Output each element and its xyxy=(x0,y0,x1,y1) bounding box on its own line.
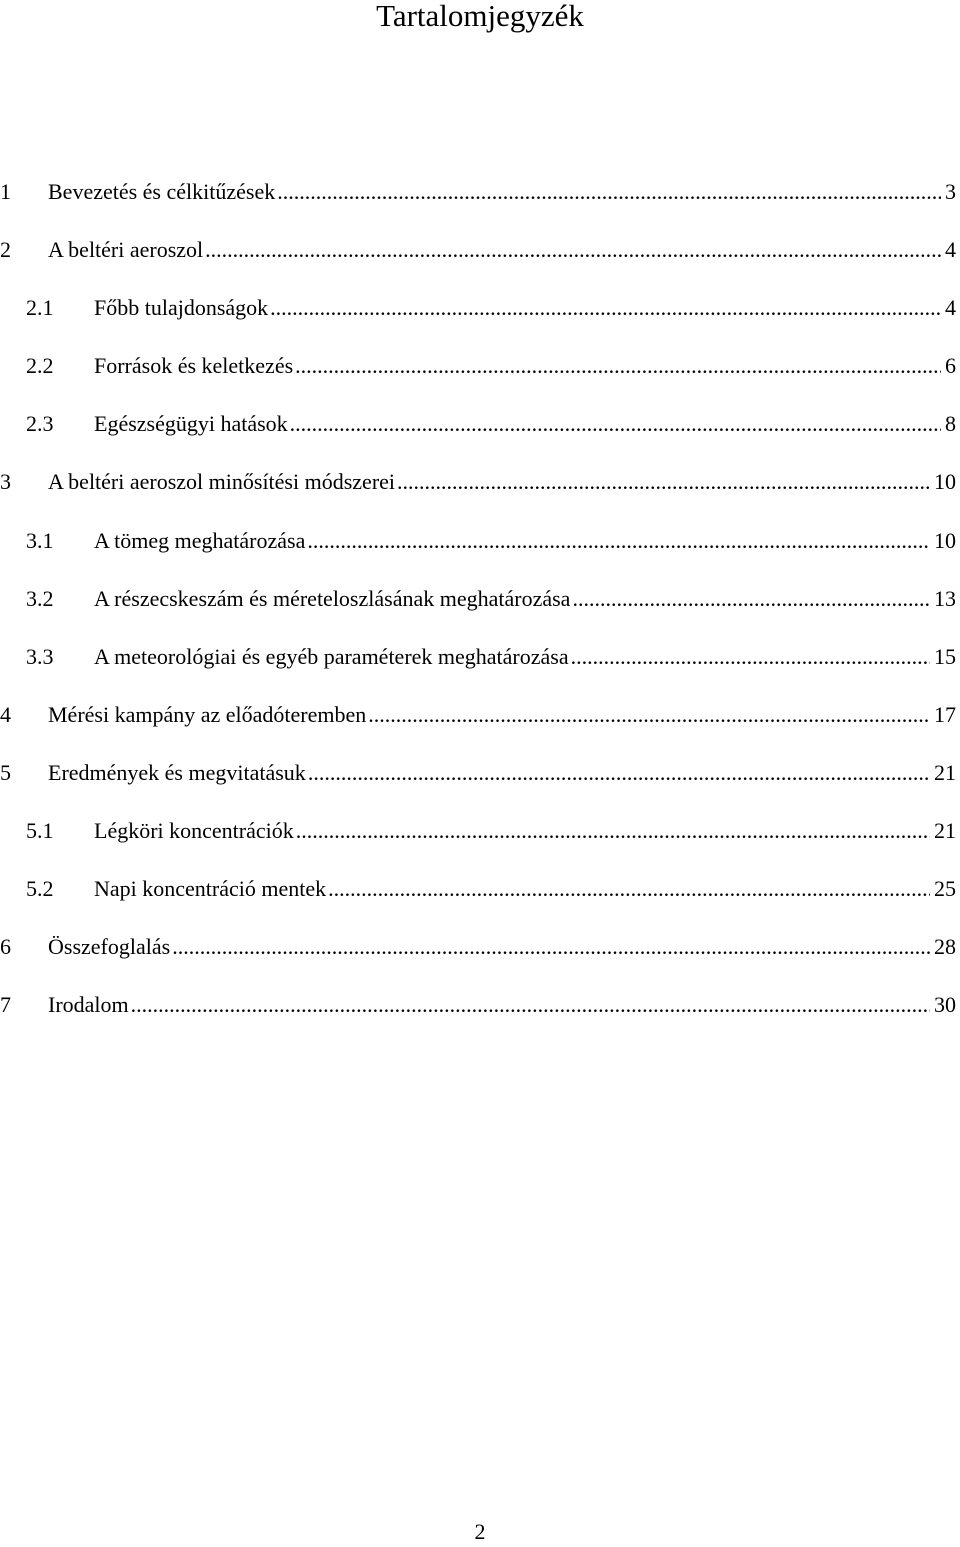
toc-entry-line xyxy=(48,230,956,270)
toc-entry-line xyxy=(48,985,956,1025)
toc-entry-line xyxy=(48,753,956,793)
toc-entry-number: 5 xyxy=(0,759,11,785)
toc-entry-page: 10 xyxy=(934,469,956,495)
toc-entry-line xyxy=(94,637,956,677)
toc-entry-number: 4 xyxy=(0,701,11,727)
toc-entry-line xyxy=(94,346,956,386)
toc-entry-number: 1 xyxy=(0,179,11,204)
page-number: 2 xyxy=(474,1519,486,1544)
toc-entry-number: 3.3 xyxy=(26,643,54,669)
toc-dot-leader xyxy=(277,172,941,212)
toc-entry[interactable] xyxy=(0,637,960,695)
toc-dot-leader xyxy=(290,404,941,444)
toc-entry[interactable] xyxy=(0,230,960,288)
toc-entry[interactable] xyxy=(0,985,960,1043)
toc-entry[interactable] xyxy=(0,521,960,579)
toc-entry[interactable] xyxy=(0,346,960,404)
toc-entry-page: 28 xyxy=(934,934,956,960)
toc-entry-number: 2.1 xyxy=(26,295,54,321)
toc-entry[interactable] xyxy=(0,462,960,520)
toc-entry-title[interactable]: Napi koncentráció mentek xyxy=(94,876,327,902)
toc-entry-page: 13 xyxy=(934,585,956,611)
toc-entry-line xyxy=(94,521,956,561)
toc-dot-leader xyxy=(270,288,941,328)
toc-dot-leader xyxy=(571,637,930,677)
toc-dot-leader xyxy=(572,579,930,619)
toc-entry-page: 4 xyxy=(945,295,956,321)
toc-entry-number: 5.1 xyxy=(26,818,54,844)
toc-entry-title[interactable]: Mérési kampány az előadóteremben xyxy=(48,701,367,727)
toc-entry[interactable] xyxy=(0,288,960,346)
toc-entry-title[interactable]: Források és keletkezés xyxy=(94,353,294,379)
toc-entry-page: 10 xyxy=(934,527,956,553)
toc-entry-title[interactable]: A meteorológiai és egyéb paraméterek meghatározása xyxy=(94,643,569,669)
toc-entry[interactable] xyxy=(0,695,960,753)
toc-dot-leader xyxy=(307,521,930,561)
toc-dot-leader xyxy=(368,695,930,735)
toc-entry[interactable] xyxy=(0,172,960,230)
toc-dot-leader xyxy=(397,462,930,502)
toc-entry-number: 5.2 xyxy=(26,876,54,902)
table-of-contents xyxy=(0,172,960,1043)
toc-dot-leader xyxy=(328,869,930,909)
toc-entry-line xyxy=(94,811,956,851)
toc-entry-title[interactable]: Főbb tulajdonságok xyxy=(94,295,269,321)
toc-entry-title[interactable]: A beltéri aeroszol minősítési módszerei xyxy=(48,469,396,495)
toc-entry-title[interactable]: A beltéri aeroszol xyxy=(48,237,204,263)
toc-entry-title[interactable]: Bevezetés és célkitűzések xyxy=(48,179,276,204)
toc-entry[interactable] xyxy=(0,579,960,637)
toc-entry-page: 8 xyxy=(945,411,956,437)
toc-entry-line xyxy=(48,172,956,212)
toc-entry-title[interactable]: Összefoglalás xyxy=(48,934,171,960)
toc-entry-line xyxy=(94,579,956,619)
toc-entry[interactable] xyxy=(0,927,960,985)
toc-dot-leader xyxy=(131,985,930,1025)
toc-entry-number: 7 xyxy=(0,992,11,1018)
toc-entry-line xyxy=(48,927,956,967)
toc-entry-page: 6 xyxy=(945,353,956,379)
toc-entry-title[interactable]: A tömeg meghatározása xyxy=(94,527,306,553)
toc-entry[interactable] xyxy=(0,753,960,811)
toc-entry-line xyxy=(48,695,956,735)
toc-entry-title[interactable]: Légköri koncentrációk xyxy=(94,818,294,844)
toc-title: Tartalomjegyzék xyxy=(376,0,584,33)
toc-entry-number: 2.3 xyxy=(26,411,54,437)
toc-entry[interactable] xyxy=(0,811,960,869)
toc-entry-number: 3.1 xyxy=(26,527,54,553)
toc-entry-title[interactable]: Egészségügyi hatások xyxy=(94,411,288,437)
toc-entry-number: 6 xyxy=(0,934,11,960)
toc-entry[interactable] xyxy=(0,404,960,462)
toc-entry-page: 21 xyxy=(934,759,956,785)
toc-entry-page: 3 xyxy=(945,179,956,204)
toc-entry-title[interactable]: Irodalom xyxy=(48,992,129,1018)
toc-dot-leader xyxy=(296,811,930,851)
toc-entry-number: 3.2 xyxy=(26,585,54,611)
toc-entry-line xyxy=(48,462,956,502)
toc-entry-line xyxy=(94,288,956,328)
toc-dot-leader xyxy=(172,927,930,967)
toc-entry-page: 30 xyxy=(934,992,956,1018)
toc-entry-number: 2 xyxy=(0,237,11,263)
toc-entry-number: 2.2 xyxy=(26,353,54,379)
toc-entry-number: 3 xyxy=(0,469,11,495)
toc-entry[interactable] xyxy=(0,869,960,927)
toc-entry-line xyxy=(94,869,956,909)
toc-entry-page: 17 xyxy=(934,701,956,727)
toc-entry-line xyxy=(94,404,956,444)
toc-entry-page: 25 xyxy=(934,876,956,902)
toc-entry-page: 4 xyxy=(945,237,956,263)
toc-entry-page: 21 xyxy=(934,818,956,844)
toc-entry-title[interactable]: Eredmények és megvitatásuk xyxy=(48,759,306,785)
toc-dot-leader xyxy=(205,230,941,270)
toc-dot-leader xyxy=(295,346,941,386)
toc-entry-title[interactable]: A részecskeszám és méreteloszlásának meghatározása xyxy=(94,585,571,611)
toc-dot-leader xyxy=(308,753,930,793)
toc-entry-page: 15 xyxy=(934,643,956,669)
